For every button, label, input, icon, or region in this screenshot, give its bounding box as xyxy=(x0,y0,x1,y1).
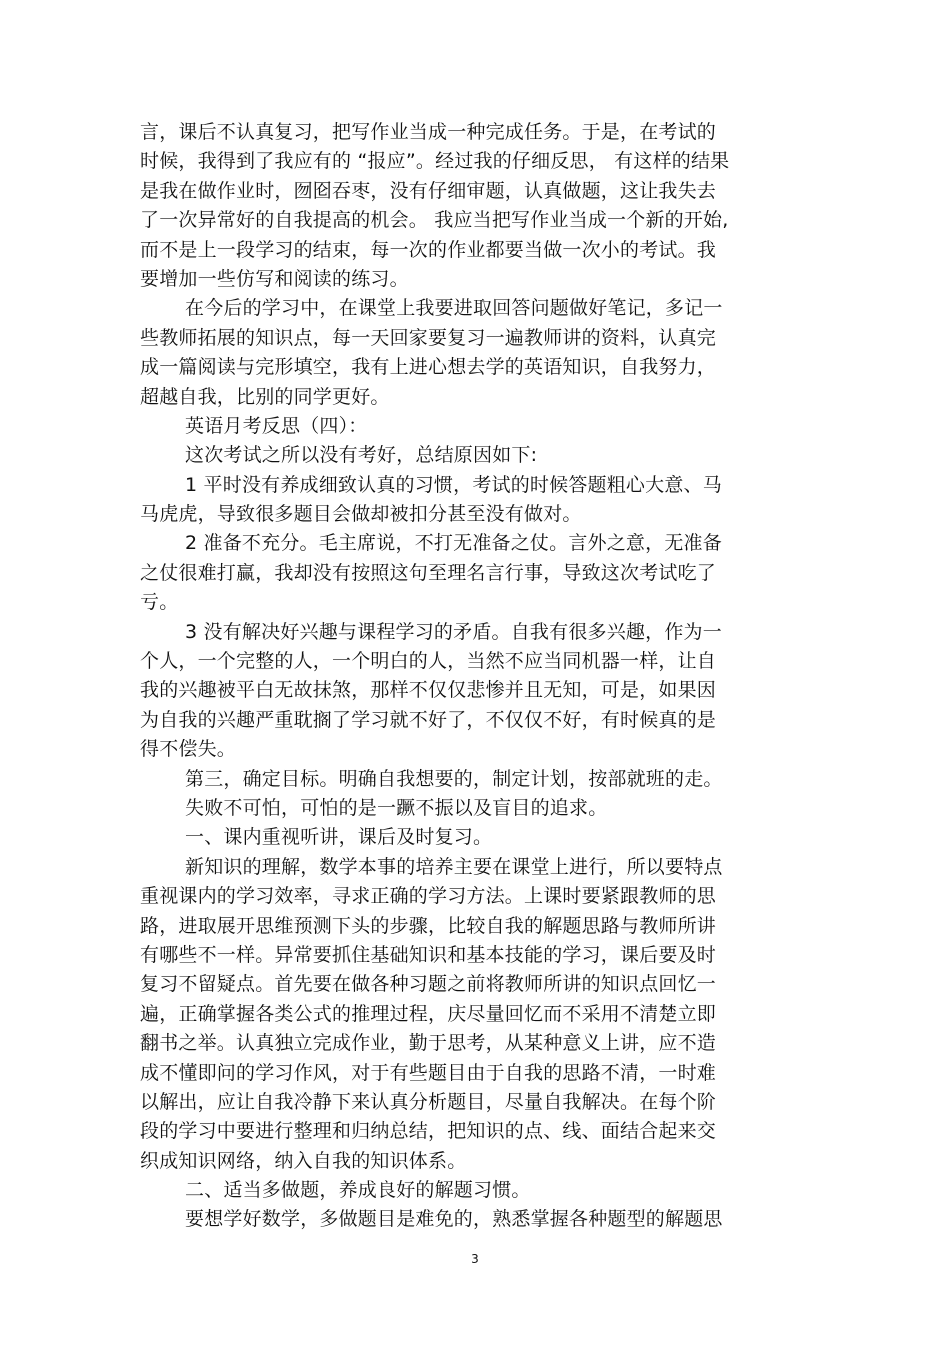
text-line: 时候，我得到了我应有的 “报应”。经过我的仔细反思， 有这样的结果 xyxy=(140,150,730,173)
text-line: 超越自我，比别的同学更好。 xyxy=(140,385,390,408)
text-line: 成一篇阅读与完形填空，我有上进心想去学的英语知识，自我努力， xyxy=(140,356,717,379)
text-line: 成不懂即问的学习作风，对于有些题目由于自我的思路不清，一时难 xyxy=(140,1061,717,1084)
text-line: 一、课内重视听讲，课后及时复习。 xyxy=(185,826,493,849)
text-line: 路，进取展开思维预测下头的步骤，比较自我的解题思路与教师所讲 xyxy=(140,914,717,937)
page-number: 3 xyxy=(471,1252,479,1266)
text-line: 为自我的兴趣严重耽搁了学习就不好了，不仅仅不好，有时候真的是 xyxy=(140,708,717,731)
text-line: 有哪些不一样。异常要抓住基础知识和基本技能的学习，课后要及时 xyxy=(140,943,717,966)
text-line: 英语月考反思（四）： xyxy=(185,414,368,437)
text-line: 我的兴趣被平白无故抹煞，那样不仅仅悲惨并且无知，可是，如果因 xyxy=(140,679,717,702)
text-line: 要增加一些仿写和阅读的练习。 xyxy=(140,267,409,290)
text-line: 以解出，应让自我冷静下来认真分析题目，尽量自我解决。在每个阶 xyxy=(140,1090,717,1113)
text-line: 复习不留疑点。首先要在做各种习题之前将教师所讲的知识点回忆一 xyxy=(140,973,717,996)
text-line: 是我在做作业时，囫囵吞枣，没有仔细审题，认真做题，这让我失去 xyxy=(140,179,717,202)
text-line: 重视课内的学习效率，寻求正确的学习方法。上课时要紧跟教师的思 xyxy=(140,885,717,908)
text-line: 翻书之举。认真独立完成作业，勤于思考，从某种意义上讲，应不造 xyxy=(140,1032,717,1055)
body-text xyxy=(140,118,820,1235)
text-line: 织成知识网络，纳入自我的知识体系。 xyxy=(140,1149,467,1172)
text-line: 得不偿失。 xyxy=(140,738,237,761)
text-line: 要想学好数学，多做题目是难免的，熟悉掌握各种题型的解题思 xyxy=(185,1208,723,1231)
text-line: 遍，正确掌握各类公式的推理过程，庆尽量回忆而不采用不清楚立即 xyxy=(140,1002,717,1025)
text-line: 第三，确定目标。明确自我想要的，制定计划，按部就班的走。 xyxy=(185,767,723,790)
text-line: 这次考试之所以没有考好，总结原因如下: xyxy=(185,444,538,467)
text-line: 二、适当多做题，养成良好的解题习惯。 xyxy=(185,1179,531,1202)
text-line: 1 平时没有养成细致认真的习惯，考试的时候答题粗心大意、马 xyxy=(185,473,722,496)
text-line: 之仗很难打赢，我却没有按照这句至理名言行事，导致这次考试吃了 xyxy=(140,561,717,584)
text-line: 而不是上一段学习的结束，每一次的作业都要当做一次小的考试。我 xyxy=(140,238,717,261)
text-line: 亏。 xyxy=(140,591,179,614)
text-line: 些教师拓展的知识点，每一天回家要复习一遍教师讲的资料，认真完 xyxy=(140,326,717,349)
text-line: 马虎虎，导致很多题目会做却被扣分甚至没有做对。 xyxy=(140,503,582,526)
text-line: 失败不可怕，可怕的是一蹶不振以及盲目的追求。 xyxy=(185,796,608,819)
text-line: 言，课后不认真复习，把写作业当成一种完成任务。于是，在考试的 xyxy=(140,121,717,143)
text-line: 在今后的学习中，在课堂上我要进取回答问题做好笔记，多记一 xyxy=(185,297,723,320)
text-line: 新知识的理解，数学本事的培养主要在课堂上进行，所以要特点 xyxy=(185,855,723,878)
text-line: 段的学习中要进行整理和归纳总结，把知识的点、线、面结合起来交 xyxy=(140,1120,717,1143)
text-line: 3 没有解决好兴趣与课程学习的矛盾。自我有很多兴趣，作为一 xyxy=(185,620,722,643)
text-line: 个人，一个完整的人，一个明白的人，当然不应当同机器一样，让自 xyxy=(140,650,717,673)
text-line: 了一次异常好的自我提高的机会。 我应当把写作业当成一个新的开始, xyxy=(140,209,729,232)
text-line: 2 准备不充分。毛主席说，不打无准备之仗。言外之意，无准备 xyxy=(185,532,722,555)
